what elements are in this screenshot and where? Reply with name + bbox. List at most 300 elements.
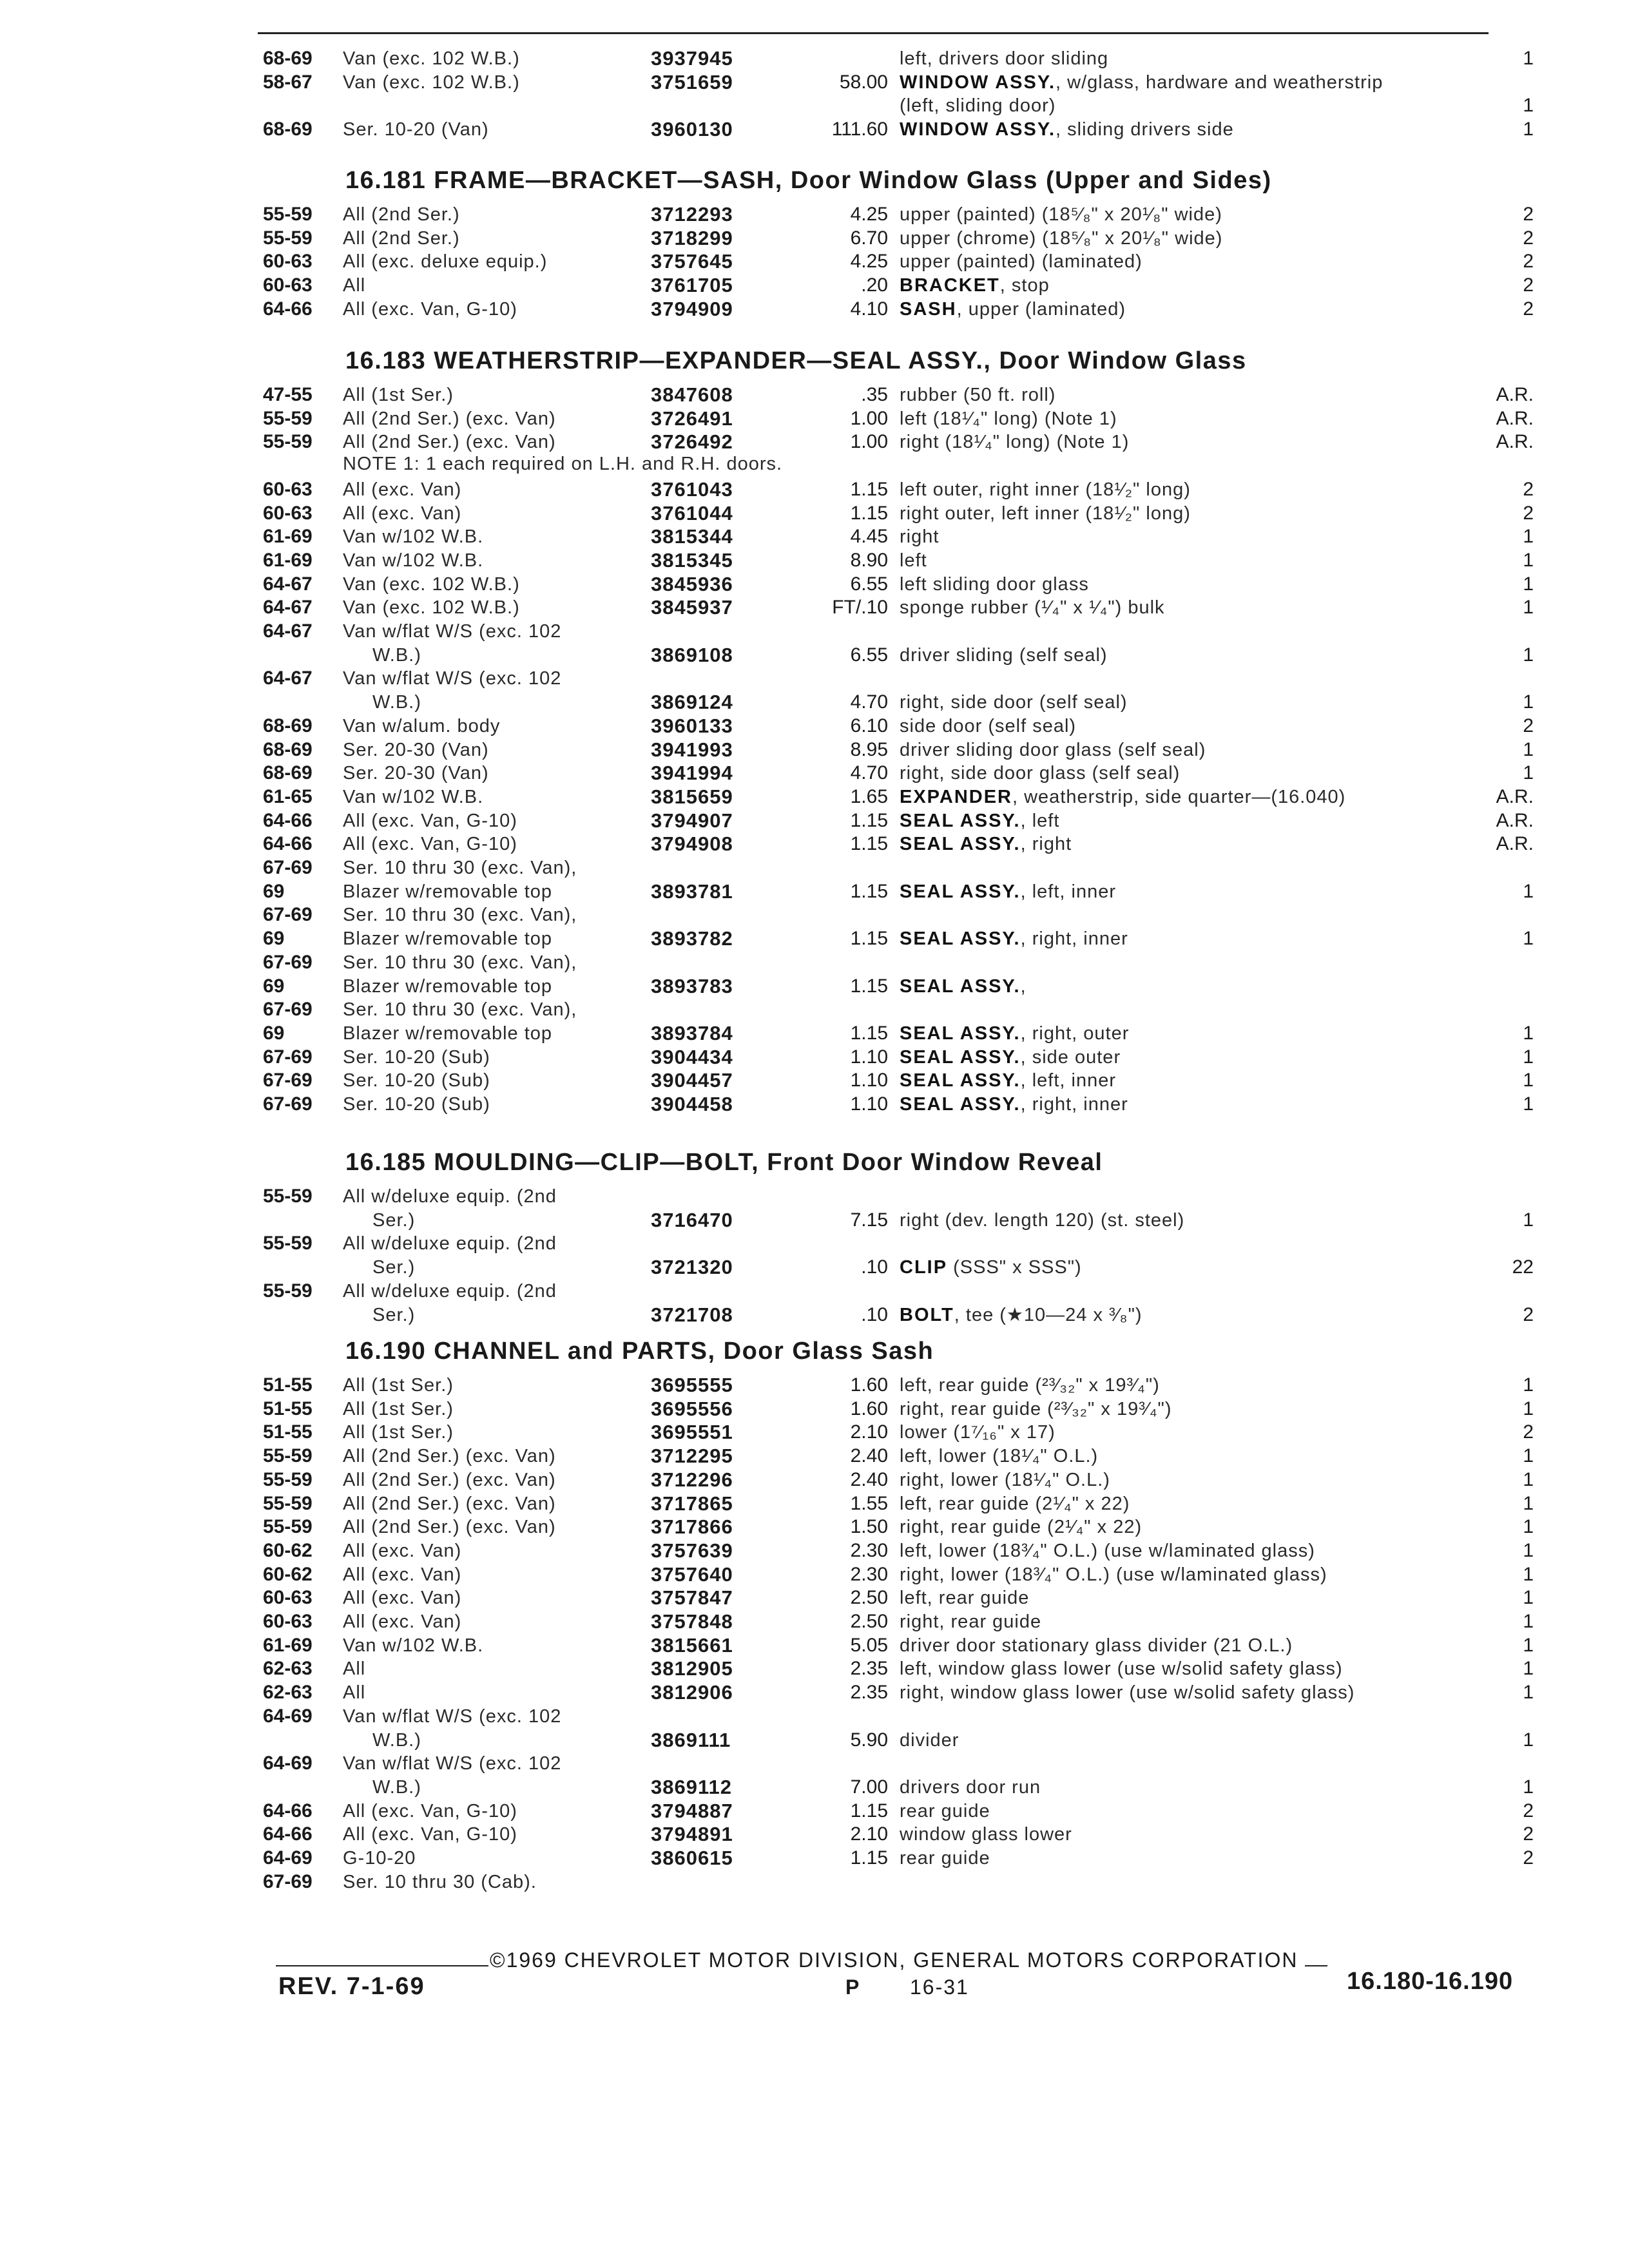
part-number: 3721320 bbox=[651, 1256, 733, 1279]
part-number: 3869124 bbox=[651, 691, 733, 714]
list-price: .35 bbox=[861, 384, 888, 405]
part-description bbox=[900, 1397, 1172, 1421]
part-description bbox=[900, 1021, 1129, 1046]
table-row bbox=[0, 666, 1629, 692]
part-number: 3794887 bbox=[651, 1799, 733, 1822]
part-description bbox=[900, 832, 1072, 856]
quantity: 2 bbox=[1523, 204, 1534, 225]
part-number: 3794908 bbox=[651, 832, 733, 856]
model-application: All (2nd Ser.) (exc. Van) bbox=[343, 1446, 556, 1467]
part-number: 3721708 bbox=[651, 1303, 733, 1326]
part-description bbox=[900, 430, 1129, 454]
year-range: 51-55 bbox=[263, 1374, 313, 1396]
list-price: 2.35 bbox=[850, 1682, 888, 1704]
description-text: , sliding drivers side bbox=[1055, 119, 1234, 140]
part-description bbox=[900, 226, 1222, 251]
part-number: 3757640 bbox=[651, 1562, 733, 1586]
year-range: 60-63 bbox=[263, 1611, 313, 1632]
year-range: 60-62 bbox=[263, 1563, 313, 1585]
top-rule bbox=[258, 32, 1489, 34]
model-application: All (1st Ser.) bbox=[343, 1422, 454, 1443]
model-application: Van (exc. 102 W.B.) bbox=[343, 48, 520, 69]
list-price: 7.15 bbox=[850, 1209, 888, 1231]
model-application: Van w/102 W.B. bbox=[343, 526, 484, 548]
part-description bbox=[900, 202, 1222, 227]
year-range: 67-69 bbox=[263, 857, 313, 878]
part-description bbox=[900, 1775, 1041, 1800]
part-description bbox=[900, 738, 1206, 762]
year-range: 64-69 bbox=[263, 1847, 313, 1869]
table-row bbox=[0, 501, 1629, 527]
part-number: 3860615 bbox=[651, 1847, 733, 1869]
table-row bbox=[0, 1751, 1629, 1777]
part-name: SEAL ASSY. bbox=[900, 834, 1021, 855]
part-description bbox=[900, 1208, 1184, 1233]
list-price: 1.50 bbox=[850, 1516, 888, 1538]
table-row bbox=[0, 1208, 1629, 1234]
part-description bbox=[900, 117, 1234, 142]
quantity: 1 bbox=[1523, 1209, 1534, 1231]
quantity: 1 bbox=[1523, 597, 1534, 619]
part-number: 3869111 bbox=[651, 1728, 731, 1751]
quantity: 2 bbox=[1523, 502, 1534, 524]
description-text: , left, inner bbox=[1020, 881, 1117, 902]
part-description bbox=[900, 46, 1108, 71]
quantity: 1 bbox=[1523, 1516, 1534, 1538]
part-name: BOLT bbox=[900, 1304, 954, 1325]
year-range: 64-66 bbox=[263, 298, 313, 320]
description-text: left, window glass lower (use w/solid safety glass) bbox=[900, 1658, 1343, 1680]
year-range: 60-62 bbox=[263, 1539, 313, 1561]
part-number: 3761044 bbox=[651, 501, 733, 524]
section-heading: 16.190 CHANNEL and PARTS, Door Glass Sash bbox=[345, 1338, 934, 1365]
model-application: Ser. 10-20 (Sub) bbox=[343, 1094, 490, 1115]
model-application: All (2nd Ser.) bbox=[343, 204, 460, 225]
part-description bbox=[900, 785, 1345, 809]
list-price: 1.65 bbox=[850, 785, 888, 807]
description-text: (SSS" x SSS") bbox=[947, 1257, 1082, 1278]
part-number: 3904457 bbox=[651, 1069, 733, 1092]
year-range: 55-59 bbox=[263, 1516, 313, 1538]
model-application: Blazer w/removable top bbox=[343, 881, 553, 902]
quantity: 1 bbox=[1523, 526, 1534, 548]
table-row bbox=[0, 974, 1629, 1000]
table-row bbox=[0, 997, 1629, 1023]
part-number: 3717865 bbox=[651, 1492, 733, 1515]
part-number: 3695555 bbox=[651, 1374, 733, 1396]
year-range: 64-69 bbox=[263, 1753, 313, 1774]
table-row bbox=[0, 297, 1629, 323]
part-number: 3757847 bbox=[651, 1586, 733, 1610]
list-price: 6.55 bbox=[850, 644, 888, 666]
model-application: All (exc. Van, G-10) bbox=[343, 810, 517, 831]
model-application: Van (exc. 102 W.B.) bbox=[343, 72, 520, 93]
table-row bbox=[0, 690, 1629, 716]
list-price: 8.90 bbox=[850, 549, 888, 571]
table-row bbox=[0, 1092, 1629, 1118]
description-text: (left, sliding door) bbox=[900, 95, 1056, 117]
quantity: 2 bbox=[1523, 1421, 1534, 1443]
quantity: 1 bbox=[1523, 1682, 1534, 1704]
revision-date: REV. 7-1-69 bbox=[278, 1973, 425, 2000]
description-text: right, rear guide bbox=[900, 1611, 1042, 1632]
year-range: 61-65 bbox=[263, 785, 313, 807]
quantity: 1 bbox=[1523, 1022, 1534, 1044]
quantity: 1 bbox=[1523, 1634, 1534, 1656]
table-row bbox=[0, 1539, 1629, 1564]
table-row bbox=[0, 1255, 1629, 1281]
table-row bbox=[0, 1231, 1629, 1257]
model-application: Van w/102 W.B. bbox=[343, 550, 484, 571]
model-application: Blazer w/removable top bbox=[343, 1023, 553, 1044]
table-row bbox=[0, 1846, 1629, 1872]
model-application: All (exc. Van, G-10) bbox=[343, 1800, 517, 1821]
table-row bbox=[0, 1799, 1629, 1825]
model-application: All (exc. Van) bbox=[343, 1564, 462, 1585]
footer-rule-left bbox=[276, 1965, 488, 1966]
list-price: .10 bbox=[861, 1303, 888, 1325]
part-description bbox=[900, 1846, 990, 1870]
part-description bbox=[900, 1657, 1343, 1681]
quantity: 1 bbox=[1523, 1492, 1534, 1514]
part-description bbox=[900, 1633, 1293, 1658]
model-application: All (exc. Van) bbox=[343, 1588, 462, 1609]
quantity: 2 bbox=[1523, 478, 1534, 500]
year-range: 62-63 bbox=[263, 1682, 313, 1704]
model-application: All (2nd Ser.) bbox=[343, 227, 460, 249]
part-number: 3847608 bbox=[651, 383, 733, 406]
description-text: , stop bbox=[999, 275, 1050, 296]
part-number: 3726491 bbox=[651, 407, 733, 430]
quantity: 1 bbox=[1523, 1658, 1534, 1680]
table-row bbox=[0, 226, 1629, 252]
table-row bbox=[0, 832, 1629, 858]
quantity: 1 bbox=[1523, 928, 1534, 950]
year-range: 60-63 bbox=[263, 274, 313, 296]
description-text: left bbox=[900, 550, 927, 571]
model-application: Van (exc. 102 W.B.) bbox=[343, 597, 520, 619]
part-number: 3812906 bbox=[651, 1681, 733, 1704]
part-number: 3794909 bbox=[651, 297, 733, 320]
section-heading: 16.185 MOULDING—CLIP—BOLT, Front Door Window Reveal bbox=[345, 1149, 1103, 1176]
year-range: 60-63 bbox=[263, 251, 313, 273]
year-range: 55-59 bbox=[263, 431, 313, 453]
list-price: 1.15 bbox=[850, 928, 888, 950]
list-price: 2.10 bbox=[850, 1421, 888, 1443]
quantity: 1 bbox=[1523, 573, 1534, 595]
table-row bbox=[0, 809, 1629, 834]
list-price: 1.15 bbox=[850, 1800, 888, 1821]
description-text: left, lower (18¹⁄₄" O.L.) bbox=[900, 1446, 1099, 1467]
model-application: W.B.) bbox=[372, 1776, 421, 1798]
table-row bbox=[0, 1184, 1629, 1210]
model-application: All (exc. Van, G-10) bbox=[343, 298, 517, 320]
model-application: Ser. 20-30 (Van) bbox=[343, 739, 489, 760]
table-row bbox=[0, 524, 1629, 550]
part-number: 3712296 bbox=[651, 1468, 733, 1491]
quantity: 2 bbox=[1523, 1800, 1534, 1821]
year-range: 55-59 bbox=[263, 407, 313, 429]
description-text: , right, inner bbox=[1020, 928, 1128, 950]
model-application: Van w/flat W/S (exc. 102 bbox=[343, 621, 562, 642]
table-row bbox=[0, 1680, 1629, 1706]
part-number: 3757645 bbox=[651, 250, 733, 273]
part-description bbox=[900, 1728, 959, 1753]
part-name: CLIP bbox=[900, 1257, 948, 1278]
quantity: A.R. bbox=[1496, 833, 1534, 855]
year-range: 64-66 bbox=[263, 833, 313, 855]
list-price: 1.15 bbox=[850, 478, 888, 500]
model-application: All (2nd Ser.) (exc. Van) bbox=[343, 1469, 556, 1490]
part-name: SEAL ASSY. bbox=[900, 1070, 1021, 1091]
model-application: All (exc. Van) bbox=[343, 503, 462, 524]
model-application: Ser.) bbox=[372, 1257, 416, 1278]
quantity: 1 bbox=[1523, 1468, 1534, 1490]
year-range: 55-59 bbox=[263, 1280, 313, 1302]
quantity: 1 bbox=[1523, 1046, 1534, 1068]
table-row bbox=[0, 1704, 1629, 1730]
quantity: 1 bbox=[1523, 880, 1534, 902]
year-range: 64-66 bbox=[263, 1800, 313, 1821]
list-price: 1.00 bbox=[850, 431, 888, 453]
list-price: 2.50 bbox=[850, 1587, 888, 1609]
part-description bbox=[900, 1539, 1315, 1563]
quantity: 1 bbox=[1523, 1611, 1534, 1632]
description-text: right bbox=[900, 526, 940, 548]
part-description bbox=[900, 93, 1055, 118]
year-range: 67-69 bbox=[263, 951, 313, 973]
description-text: , bbox=[1020, 975, 1027, 997]
part-description bbox=[900, 1822, 1072, 1847]
quantity: 1 bbox=[1523, 1776, 1534, 1798]
list-price: 1.60 bbox=[850, 1398, 888, 1419]
part-number: 3893782 bbox=[651, 927, 733, 950]
description-text: , left bbox=[1020, 810, 1060, 831]
year-range: 55-59 bbox=[263, 1233, 313, 1254]
quantity: 1 bbox=[1523, 48, 1534, 69]
description-text: right, side door (self seal) bbox=[900, 692, 1128, 713]
table-row bbox=[0, 856, 1629, 881]
part-description bbox=[900, 1562, 1327, 1587]
part-description bbox=[900, 407, 1117, 431]
table-row bbox=[0, 879, 1629, 905]
quantity: 1 bbox=[1523, 1374, 1534, 1396]
part-description bbox=[900, 383, 1055, 407]
year-range: 47-55 bbox=[263, 384, 313, 405]
table-row bbox=[0, 643, 1629, 669]
part-name: SEAL ASSY. bbox=[900, 810, 1021, 831]
quantity: 1 bbox=[1523, 1563, 1534, 1585]
list-price: 1.15 bbox=[850, 1022, 888, 1044]
list-price: 2.30 bbox=[850, 1563, 888, 1585]
part-number: 3960130 bbox=[651, 118, 733, 141]
part-description bbox=[900, 1492, 1130, 1516]
description-text: right outer, left inner (18¹⁄₂" long) bbox=[900, 503, 1191, 524]
table-row bbox=[0, 1515, 1629, 1541]
table-row bbox=[0, 1279, 1629, 1305]
part-number: 3716470 bbox=[651, 1208, 733, 1231]
part-number: 3941994 bbox=[651, 762, 733, 785]
description-text: , left, inner bbox=[1020, 1070, 1117, 1091]
list-price: 7.00 bbox=[850, 1776, 888, 1798]
part-number: 3815661 bbox=[651, 1633, 733, 1657]
list-price: FT/.10 bbox=[832, 597, 888, 619]
part-description bbox=[900, 1586, 1029, 1610]
part-description bbox=[900, 1068, 1116, 1093]
footer-rule-right bbox=[1305, 1965, 1327, 1966]
model-application: Ser.) bbox=[372, 1304, 416, 1325]
table-row bbox=[0, 1468, 1629, 1494]
table-row bbox=[0, 1397, 1629, 1423]
description-text: , side outer bbox=[1020, 1046, 1121, 1068]
description-text: right (18¹⁄₄" long) (Note 1) bbox=[900, 432, 1130, 453]
part-description bbox=[900, 879, 1116, 904]
model-application: All w/deluxe equip. (2nd bbox=[343, 1280, 557, 1302]
model-application: Van w/flat W/S (exc. 102 bbox=[343, 1753, 562, 1774]
model-application: Van w/flat W/S (exc. 102 bbox=[343, 668, 562, 689]
table-row bbox=[0, 1822, 1629, 1848]
model-application: Ser. 10 thru 30 (exc. Van), bbox=[343, 858, 577, 878]
quantity: 22 bbox=[1512, 1256, 1534, 1278]
description-text: rear guide bbox=[900, 1800, 990, 1821]
year-range: 64-67 bbox=[263, 620, 313, 642]
table-row bbox=[0, 1728, 1629, 1754]
list-price: 1.15 bbox=[850, 880, 888, 902]
table-row bbox=[0, 249, 1629, 275]
description-text: lower (1⁷⁄₁₆" x 17) bbox=[900, 1422, 1055, 1443]
year-range: 55-59 bbox=[263, 227, 313, 249]
year-range: 51-55 bbox=[263, 1421, 313, 1443]
table-row bbox=[0, 785, 1629, 811]
part-number: 3937945 bbox=[651, 47, 733, 70]
list-price: 4.45 bbox=[850, 526, 888, 548]
model-application: All (2nd Ser.) (exc. Van) bbox=[343, 1517, 556, 1538]
quantity: 1 bbox=[1523, 1587, 1534, 1609]
part-number: 3718299 bbox=[651, 226, 733, 249]
description-text: left (18¹⁄₄" long) (Note 1) bbox=[900, 408, 1117, 429]
description-text: divider bbox=[900, 1729, 959, 1751]
part-description bbox=[900, 501, 1191, 526]
quantity: 1 bbox=[1523, 1539, 1534, 1561]
year-range: 69 bbox=[263, 1022, 285, 1044]
list-price: 1.10 bbox=[850, 1046, 888, 1068]
quantity: 2 bbox=[1523, 715, 1534, 736]
year-range: 61-69 bbox=[263, 549, 313, 571]
table-row bbox=[0, 46, 1629, 72]
part-number: 3815659 bbox=[651, 785, 733, 808]
quantity: A.R. bbox=[1496, 384, 1534, 405]
model-application: Blazer w/removable top bbox=[343, 975, 553, 997]
quantity: A.R. bbox=[1496, 431, 1534, 453]
table-row bbox=[0, 202, 1629, 228]
part-number: 3845936 bbox=[651, 572, 733, 595]
part-name: SEAL ASSY. bbox=[900, 1023, 1021, 1044]
description-text: left, rear guide bbox=[900, 1588, 1030, 1609]
table-row bbox=[0, 477, 1629, 503]
list-price: 4.70 bbox=[850, 762, 888, 784]
list-price: 6.70 bbox=[850, 227, 888, 249]
part-number: 3893781 bbox=[651, 879, 733, 903]
model-application: All (2nd Ser.) (exc. Van) bbox=[343, 408, 556, 429]
model-application: Van w/alum. body bbox=[343, 715, 501, 736]
year-range: 67-69 bbox=[263, 999, 313, 1021]
part-description bbox=[900, 595, 1165, 620]
model-application: All (2nd Ser.) (exc. Van) bbox=[343, 1493, 556, 1514]
part-description bbox=[900, 548, 927, 573]
quantity: 1 bbox=[1523, 1398, 1534, 1419]
year-range: 64-67 bbox=[263, 668, 313, 689]
list-price: 4.10 bbox=[850, 298, 888, 320]
part-number: 3794891 bbox=[651, 1823, 733, 1846]
quantity: 1 bbox=[1523, 644, 1534, 666]
description-text: driver door stationary glass divider (21 O.L.) bbox=[900, 1635, 1293, 1656]
table-row bbox=[0, 1045, 1629, 1071]
table-row bbox=[0, 407, 1629, 432]
description-text: right, lower (18³⁄₄" O.L.) (use w/laminated glass) bbox=[900, 1564, 1327, 1585]
description-text: upper (painted) (18⁵⁄₈" x 20¹⁄₈" wide) bbox=[900, 204, 1222, 225]
quantity: 1 bbox=[1523, 762, 1534, 784]
quantity: 1 bbox=[1523, 738, 1534, 760]
list-price: 5.90 bbox=[850, 1729, 888, 1751]
part-number: 3751659 bbox=[651, 70, 733, 93]
part-name: WINDOW ASSY. bbox=[900, 119, 1056, 140]
model-application: All (exc. Van, G-10) bbox=[343, 834, 517, 855]
part-name: SEAL ASSY. bbox=[900, 1046, 1021, 1068]
table-row bbox=[0, 927, 1629, 952]
model-application: All (exc. deluxe equip.) bbox=[343, 251, 548, 273]
part-number: 3812905 bbox=[651, 1657, 733, 1680]
part-description bbox=[900, 1092, 1128, 1117]
part-description bbox=[900, 809, 1059, 833]
table-row bbox=[0, 950, 1629, 976]
model-application: Ser. 10 thru 30 (Cab). bbox=[343, 1871, 537, 1892]
list-price: 1.15 bbox=[850, 502, 888, 524]
year-range: 55-59 bbox=[263, 204, 313, 225]
description-text: drivers door run bbox=[900, 1776, 1041, 1798]
model-application: All (exc. Van) bbox=[343, 1611, 462, 1632]
part-number: 3757639 bbox=[651, 1539, 733, 1562]
table-row bbox=[0, 273, 1629, 299]
model-application: All (exc. Van, G-10) bbox=[343, 1824, 517, 1845]
description-text: left, rear guide (²³⁄₃₂" x 19³⁄₄") bbox=[900, 1375, 1160, 1396]
table-row bbox=[0, 738, 1629, 764]
year-range: 51-55 bbox=[263, 1398, 313, 1419]
quantity: 1 bbox=[1523, 1729, 1534, 1751]
note-text: NOTE 1: 1 each required on L.H. and R.H. doors. bbox=[343, 454, 783, 475]
part-description bbox=[900, 1373, 1160, 1398]
list-price: 1.00 bbox=[850, 407, 888, 429]
description-text: right, lower (18¹⁄₄" O.L.) bbox=[900, 1469, 1110, 1490]
table-row bbox=[0, 595, 1629, 621]
year-range: 67-69 bbox=[263, 904, 313, 926]
year-range: 60-63 bbox=[263, 502, 313, 524]
model-application: Van w/flat W/S (exc. 102 bbox=[343, 1706, 562, 1727]
part-name: WINDOW ASSY. bbox=[900, 72, 1056, 93]
part-name: BRACKET bbox=[900, 275, 1000, 296]
part-description bbox=[900, 761, 1180, 785]
table-row bbox=[0, 1610, 1629, 1635]
list-price: 58.00 bbox=[839, 71, 888, 93]
model-application: All (2nd Ser.) (exc. Van) bbox=[343, 432, 556, 453]
table-row bbox=[0, 1562, 1629, 1588]
part-number: 3845937 bbox=[651, 596, 733, 619]
part-number: 3717866 bbox=[651, 1515, 733, 1539]
description-text: , right, inner bbox=[1020, 1094, 1128, 1115]
part-description bbox=[900, 1799, 990, 1823]
description-text: , right, outer bbox=[1020, 1023, 1130, 1044]
model-application: Ser. 10 thru 30 (exc. Van), bbox=[343, 999, 577, 1021]
table-row bbox=[0, 70, 1629, 96]
